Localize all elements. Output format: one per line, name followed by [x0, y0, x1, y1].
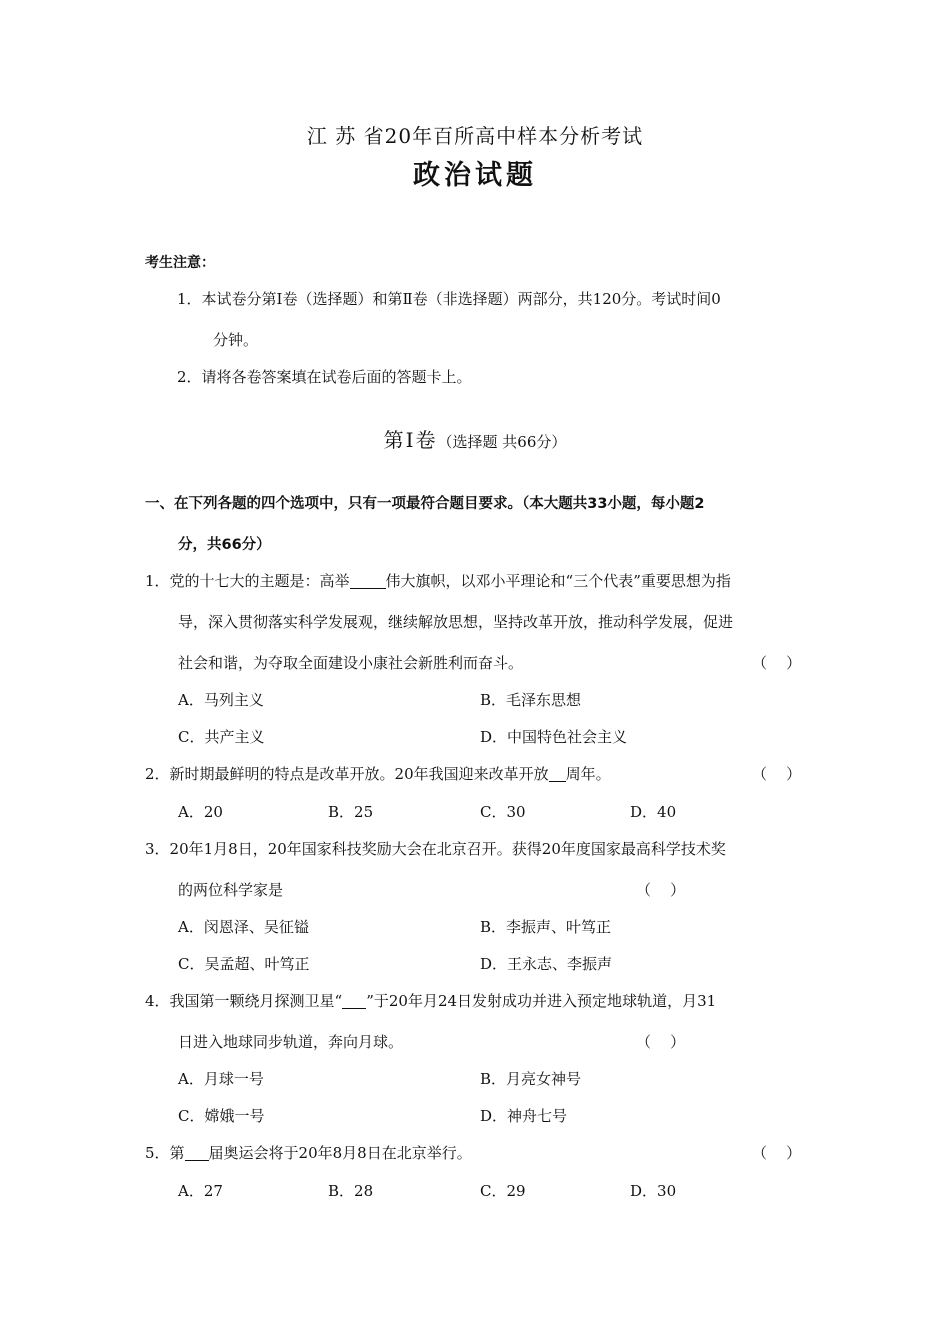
answer-paren: （ ）	[752, 654, 802, 672]
section-instruction-cont: 分，共66分）	[178, 537, 271, 553]
question-2-text-b: 周年。	[565, 765, 611, 783]
question-2-option-d: D．40	[630, 803, 677, 821]
question-5-option-a: A．27	[178, 1182, 223, 1200]
question-3-option-b: B．李振声、叶笃正	[480, 918, 612, 936]
question-4-option-b: B．月亮女神号	[480, 1070, 582, 1088]
exam-subtitle: 江 苏 省20年百所高中样本分析考试	[306, 124, 644, 148]
answer-blank	[350, 572, 386, 590]
question-1-option-a: A．马列主义	[178, 691, 264, 709]
question-5-option-b: B．28	[328, 1182, 374, 1200]
question-1-option-b: B．毛泽东思想	[480, 691, 582, 709]
question-4-text-a: 4．我国第一颗绕月探测卫星“	[145, 992, 343, 1010]
notice-item-1-cont: 分钟。	[213, 331, 259, 349]
section-instruction: 一、在下列各题的四个选项中，只有一项最符合题目要求。（本大题共33小题，每小题2	[145, 496, 705, 512]
notice-heading: 考生注意：	[145, 255, 215, 271]
volume-heading	[0, 424, 950, 453]
question-5-line-1	[145, 1142, 472, 1163]
question-4-line-1	[145, 990, 716, 1011]
volume-subtitle: （选择题 共66分）	[437, 433, 567, 451]
question-1-option-d: D．中国特色社会主义	[480, 728, 628, 746]
question-1-line-1	[145, 570, 731, 591]
question-5-option-d: D．30	[630, 1182, 677, 1200]
question-3-option-c: C．吴孟超、叶笃正	[178, 955, 310, 973]
volume-title: 第Ⅰ卷	[383, 428, 438, 452]
question-4-text-b: ”于20年月24日发射成功并进入预定地球轨道，月31	[366, 992, 717, 1010]
question-3-option-d: D．王永志、李振声	[480, 955, 613, 973]
answer-blank	[549, 765, 566, 783]
answer-paren: （ ）	[752, 1144, 802, 1162]
question-3-line-2: 的两位科学家是	[178, 881, 284, 899]
question-5-option-c: C．29	[480, 1182, 526, 1200]
question-3-line-1: 3．20年1月8日，20年国家科技奖励大会在北京召开。获得20年度国家最高科学技术奖	[145, 840, 726, 858]
question-2-option-a: A．20	[178, 803, 223, 821]
question-1-line-2: 导，深入贯彻落实科学发展观，继续解放思想，坚持改革开放，推动科学发展，促进	[178, 613, 734, 631]
answer-paren: （ ）	[636, 881, 686, 899]
exam-title: 政治试题	[413, 160, 537, 191]
answer-paren: （ ）	[752, 765, 802, 783]
question-1-line-3: 社会和谐，为夺取全面建设小康社会新胜利而奋斗。	[178, 654, 524, 672]
question-5-text-b: 届奥运会将于20年8月8日在北京举行。	[208, 1144, 472, 1162]
question-3-option-a: A．闵恩泽、吴征镒	[178, 918, 309, 936]
question-4-line-2: 日进入地球同步轨道，奔向月球。	[178, 1033, 404, 1051]
answer-blank	[342, 992, 366, 1010]
notice-item-2: 2．请将各卷答案填在试卷后面的答题卡上。	[177, 368, 472, 386]
question-4-option-d: D．神舟七号	[480, 1107, 568, 1125]
question-2-option-b: B．25	[328, 803, 374, 821]
question-2-line-1	[145, 763, 611, 784]
answer-paren: （ ）	[636, 1033, 686, 1051]
question-5-text-a: 5．第	[145, 1144, 185, 1162]
question-4-option-c: C．嫦娥一号	[178, 1107, 265, 1125]
question-1-option-c: C．共产主义	[178, 728, 265, 746]
question-2-text-a: 2．新时期最鲜明的特点是改革开放。20年我国迎来改革开放	[145, 765, 549, 783]
question-2-option-c: C．30	[480, 803, 526, 821]
question-1-text-a: 1．党的十七大的主题是：高举	[145, 572, 350, 590]
question-4-option-a: A．月球一号	[178, 1070, 264, 1088]
question-1-text-b: 伟大旗帜，以邓小平理论和“三个代表”重要思想为指	[385, 572, 731, 590]
answer-blank	[185, 1144, 209, 1162]
notice-item-1: 1．本试卷分第Ⅰ卷（选择题）和第Ⅱ卷（非选择题）两部分，共120分。考试时间0	[177, 290, 721, 308]
